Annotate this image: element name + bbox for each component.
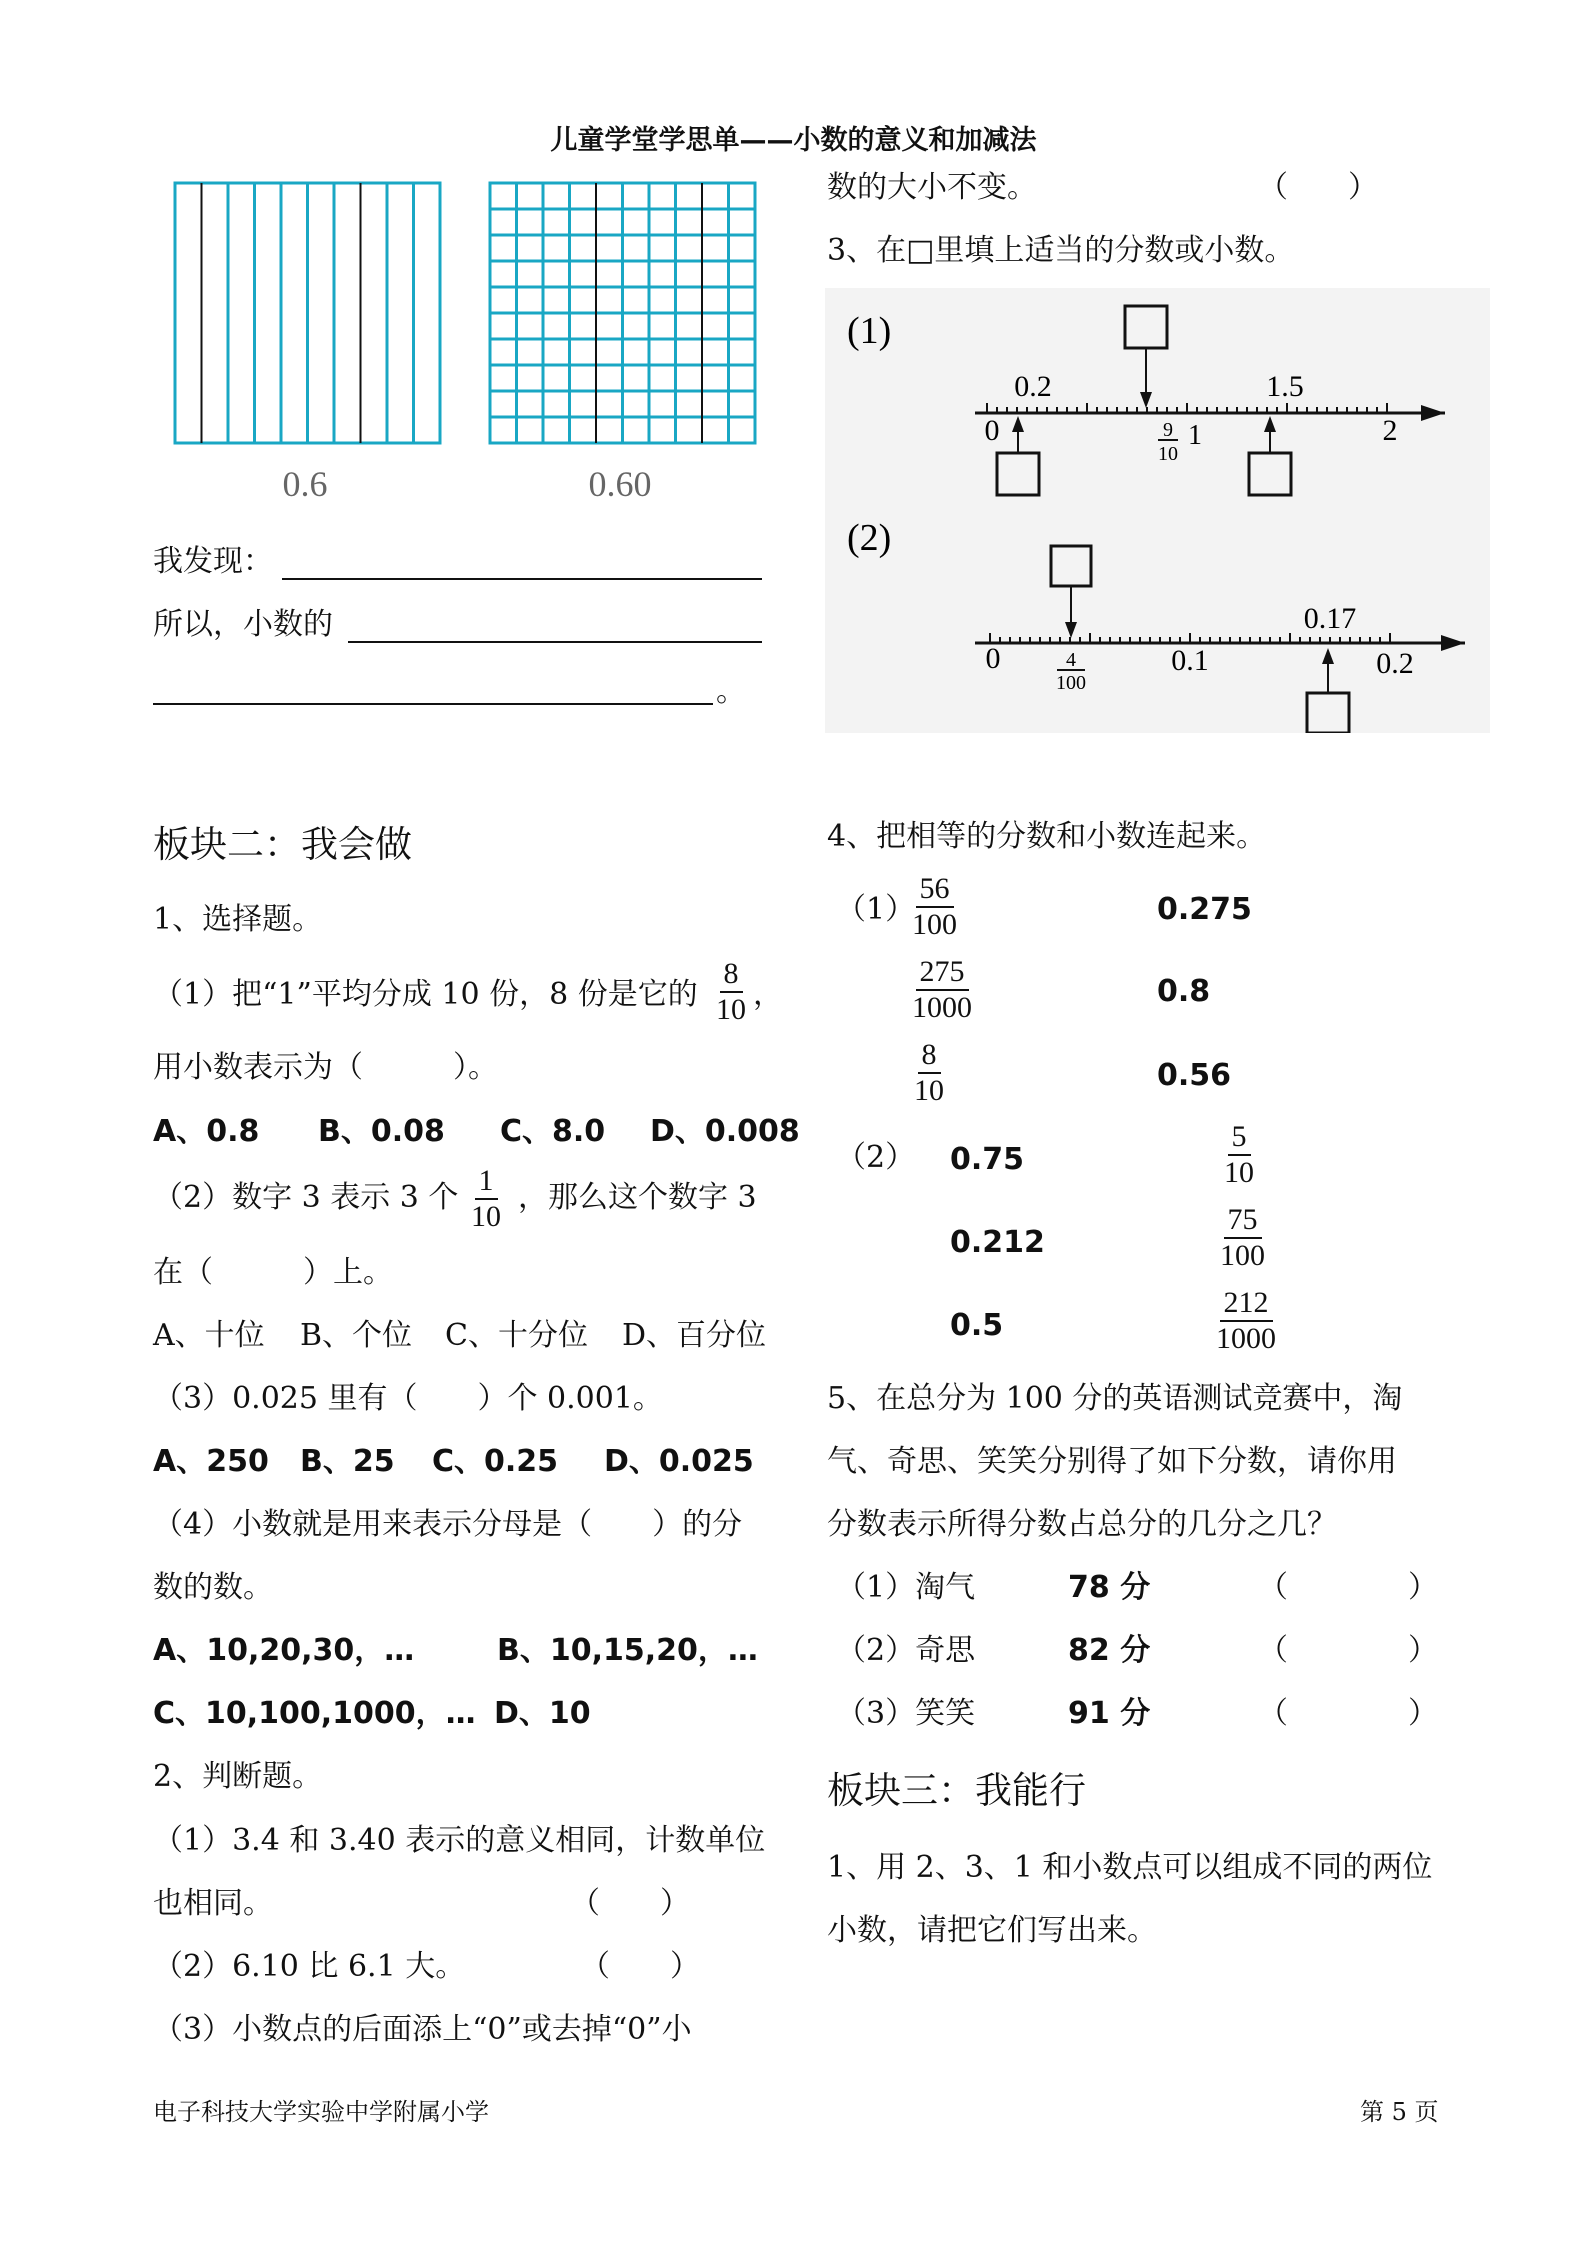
fraction-numerator: 75 [1224,1203,1262,1239]
q1-p3-option-b[interactable]: B、25 [300,1444,395,1479]
fraction-numerator: 275 [916,955,969,991]
conclusion-answer-line-2[interactable] [153,703,713,705]
q5-row2-answer-paren[interactable]: （ ） [1258,1633,1438,1668]
q5-row1-label: （1）淘气 [836,1570,976,1605]
nl1-frac-num: 9 [1163,419,1173,441]
fraction-denominator: 1000 [1216,1322,1276,1355]
fraction-denominator: 10 [914,1074,944,1107]
number-line-2-label: (2) [847,517,892,559]
hundredths-grid [490,183,755,443]
q1-p3-option-c[interactable]: C、0.25 [432,1444,559,1479]
q1-p4-option-b[interactable]: B、10,15,20，… [497,1633,758,1668]
footer-page-number: 第 5 页 [1360,2098,1439,2126]
q1-p1-option-a[interactable]: A、0.8 [153,1114,260,1149]
q3-title: 3、在□里填上适当的分数或小数。 [827,233,1295,268]
q1-title: 1、选择题。 [153,902,323,937]
q2-p3-line2: 数的大小不变。 [827,170,1037,205]
q1-p3-text: （3）0.025 里有（ ）个 0.001。 [153,1381,663,1416]
q2-p1-line2: 也相同。 [153,1886,273,1921]
q1-p2-fraction [467,1164,505,1234]
nl2-tick-label-0.17: 0.17 [1303,602,1357,635]
q1-p1-option-d[interactable]: D、0.008 [650,1114,800,1149]
tenths-grid [175,183,440,443]
discover-answer-line[interactable] [282,578,762,580]
q2-title: 2、判断题。 [153,1759,323,1794]
q4-g2-decimal-1[interactable]: 0.75 [950,1142,1025,1177]
section-two-title: 板块二：我会做 [153,823,412,866]
q2-p1-answer-paren[interactable]: （ ） [570,1886,690,1921]
q1-p4-option-c[interactable]: C、10,100,1000，… [153,1696,476,1731]
q1-p3-option-a[interactable]: A、250 [153,1444,269,1479]
q4-g1-decimal-1[interactable]: 0.275 [1157,892,1252,927]
number-line-1-label: (1) [847,310,892,352]
q1-p2-option-d[interactable]: D、百分位 [622,1318,767,1353]
q1-p2-text: （2）数字 3 表示 3 个 [153,1180,459,1215]
q5-text-line1: 5、在总分为 100 分的英语测试竞赛中，淘 [827,1381,1403,1416]
q4-g1-fraction-1[interactable] [908,872,961,942]
conclusion-period: 。 [716,674,746,709]
q2-p3-text: （3）小数点的后面添上“0”或去掉“0”小 [153,2012,692,2047]
fraction-numerator: 56 [916,872,954,908]
q5-row2-label: （2）奇思 [836,1633,976,1668]
conclusion-answer-line-1[interactable] [348,641,762,643]
fraction-numerator: 8 [720,957,743,993]
q1-p2-option-a[interactable]: A、十位 [153,1318,265,1353]
page-title: 儿童学堂学思单——小数的意义和加减法 [550,125,1037,156]
q4-group1-label: （1） [836,892,916,927]
q1-p1-comma: ， [753,977,783,1012]
q4-g2-decimal-2[interactable]: 0.212 [950,1225,1045,1260]
q1-p2-line2: 在（ ）上。 [153,1255,393,1290]
q1-p2-option-b[interactable]: B、个位 [300,1318,413,1353]
number-line-2 [975,546,1465,733]
fraction-denominator: 100 [912,908,957,941]
q5-row3-score: 91 分 [1068,1696,1151,1731]
q1-p4-text: （4）小数就是用来表示分母是（ ）的分 [153,1507,743,1542]
q4-g2-fraction-1[interactable] [1220,1120,1258,1190]
section-three-title: 板块三：我能行 [827,1769,1086,1812]
q4-g2-fraction-2[interactable] [1216,1203,1269,1273]
conclusion-label: 所以，小数的 [153,607,333,642]
q1-p4-line2: 数的数。 [153,1570,273,1605]
q4-title: 4、把相等的分数和小数连起来。 [827,819,1267,854]
q2-p1-text: （1）3.4 和 3.40 表示的意义相同，计数单位 [153,1823,766,1858]
q5-row1-answer-paren[interactable]: （ ） [1258,1570,1438,1605]
fraction-numerator: 212 [1220,1286,1273,1322]
q4-g1-decimal-3[interactable]: 0.56 [1157,1058,1232,1093]
fraction-denominator: 10 [716,993,746,1026]
fraction-numerator: 8 [918,1038,941,1074]
nl2-tick-label-0.1: 0.1 [1171,644,1209,677]
grid-label-right: 0.60 [588,464,652,504]
nl2-tick-label-0: 0 [985,642,1001,675]
nl1-tick-label-0: 0 [984,414,1000,447]
number-line-figure [825,288,1490,733]
q1-p2-text-tail: ，那么这个数字 3 [518,1180,757,1215]
q1-p2-option-c[interactable]: C、十分位 [445,1318,588,1353]
footer-school: 电子科技大学实验中学附属小学 [153,2098,489,2126]
fraction-numerator: 5 [1228,1120,1251,1156]
q1-p4-option-d[interactable]: D、10 [494,1696,591,1731]
s3-q1-line1: 1、用 2、3、1 和小数点可以组成不同的两位 [827,1850,1433,1885]
fraction-denominator: 10 [471,1200,501,1233]
fraction-numerator: 1 [475,1164,498,1200]
q4-g2-decimal-3[interactable]: 0.5 [950,1308,1004,1343]
q2-p2-text: （2）6.10 比 6.1 大。 [153,1949,466,1984]
q5-row3-answer-paren[interactable]: （ ） [1258,1696,1438,1731]
q2-p3-answer-paren[interactable]: （ ） [1258,170,1378,205]
grid-label-left: 0.6 [282,464,328,504]
q1-p1-line2: 用小数表示为（ ）。 [153,1050,498,1085]
q2-p2-answer-paren[interactable]: （ ） [580,1949,700,1984]
nl2-frac-num: 4 [1066,649,1076,671]
q1-p1-option-b[interactable]: B、0.08 [318,1114,445,1149]
nl1-tick-label-2: 2 [1382,414,1398,447]
nl1-tick-label-0.2: 0.2 [1014,370,1052,403]
q1-p4-option-a[interactable]: A、10,20,30，… [153,1633,415,1668]
discover-label: 我发现： [153,544,273,579]
q1-p3-option-d[interactable]: D、0.025 [604,1444,754,1479]
q5-text-line2: 气、奇思、笑笑分别得了如下分数，请你用 [827,1444,1397,1479]
nl2-tick-label-0.2: 0.2 [1376,647,1414,680]
q4-g1-fraction-3[interactable] [910,1038,948,1108]
q1-p1-option-c[interactable]: C、8.0 [500,1114,606,1149]
q4-g2-fraction-3[interactable] [1212,1286,1280,1356]
nl1-tick-label-1.5: 1.5 [1266,370,1304,403]
q1-p1-fraction [712,957,750,1027]
q5-row2-score: 82 分 [1068,1633,1151,1668]
fraction-denominator: 100 [1220,1239,1265,1272]
q4-g1-fraction-2[interactable] [908,955,976,1025]
fraction-denominator: 1000 [912,991,972,1024]
fraction-denominator: 10 [1224,1156,1254,1189]
q5-row1-score: 78 分 [1068,1570,1151,1605]
s3-q1-line2: 小数，请把它们写出来。 [827,1913,1157,1948]
nl1-frac-den: 10 [1158,443,1178,465]
q1-p1-text: （1）把“1”平均分成 10 份，8 份是它的 [153,977,698,1012]
nl1-frac-tail: 1 [1188,420,1202,451]
q5-text-line3: 分数表示所得分数占总分的几分之几？ [827,1507,1337,1542]
nl2-frac-den: 100 [1056,672,1086,694]
q5-row3-label: （3）笑笑 [836,1696,976,1731]
q4-group2-label: （2） [836,1140,916,1175]
q4-g1-decimal-2[interactable]: 0.8 [1157,974,1211,1009]
decimal-grid-figures [170,178,770,518]
